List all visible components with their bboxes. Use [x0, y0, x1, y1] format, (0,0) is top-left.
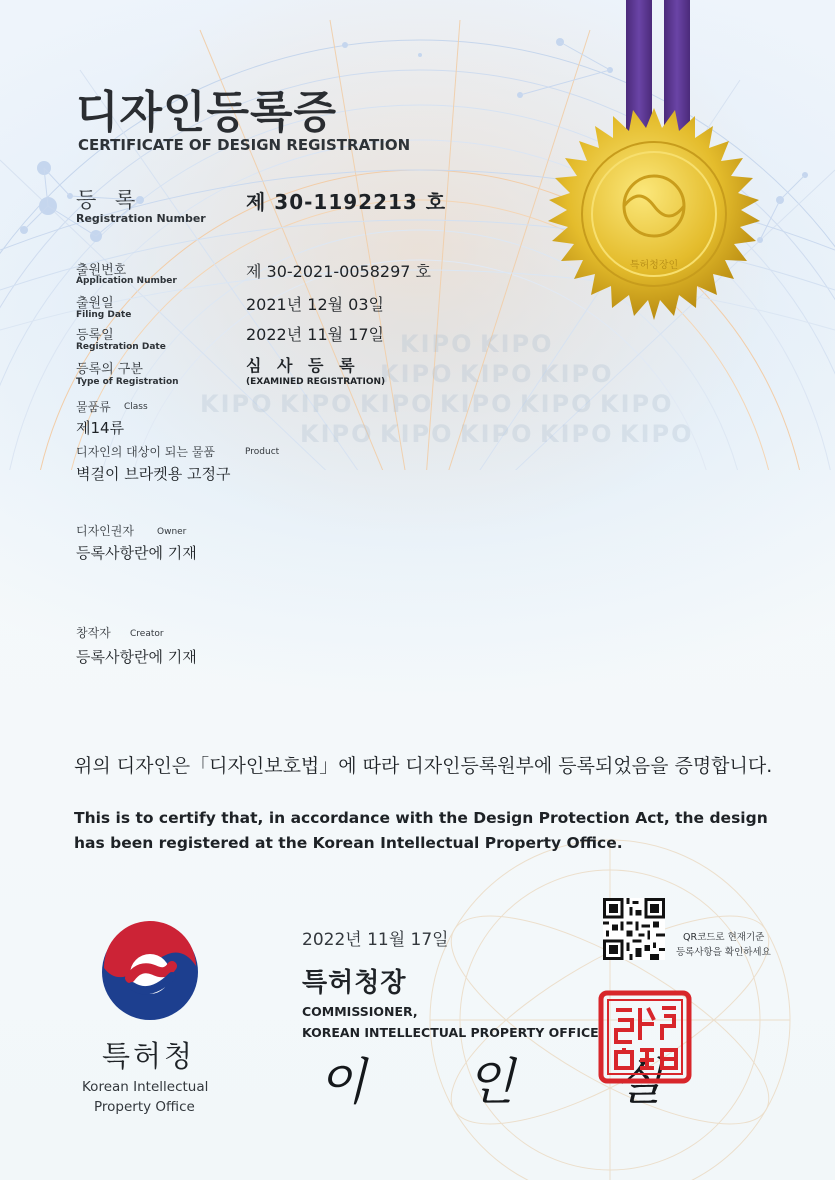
owner-label-en: Owner	[157, 527, 187, 537]
qr-code-icon[interactable]	[603, 898, 665, 960]
page-subtitle: CERTIFICATE OF DESIGN REGISTRATION	[78, 136, 411, 154]
watermark-text: KIPO	[380, 360, 454, 388]
watermark-text: KIPO	[540, 360, 614, 388]
watermark-text: KIPO	[460, 420, 534, 448]
product-label: 디자인의 대상이 되는 물품	[76, 445, 215, 459]
registration-label: 등 록	[76, 188, 142, 212]
qr-note-line2: 등록사항을 확인하세요	[676, 947, 771, 958]
owner-label: 디자인권자	[76, 524, 134, 538]
watermark-text: KIPO	[440, 390, 514, 418]
product-value: 벽걸이 브라켓용 고정구	[76, 465, 231, 483]
registration-type-label-en: Type of Registration	[76, 377, 179, 387]
filing-date: 2021년 12월 03일	[246, 295, 384, 314]
filing-date-label-en: Filing Date	[76, 310, 132, 320]
watermark-text: KIPO	[480, 330, 554, 358]
office-name: 특허청	[102, 1039, 196, 1073]
kipo-logo-icon	[96, 918, 204, 1026]
official-stamp-icon	[598, 990, 692, 1084]
office-name-en-1: Korean Intellectual	[82, 1079, 209, 1095]
watermark-text: KIPO	[380, 420, 454, 448]
application-label: 출원번호	[76, 263, 127, 278]
watermark-text: KIPO	[620, 420, 694, 448]
commissioner-title: 특허청장	[302, 968, 407, 998]
application-label-en: Application Number	[76, 276, 177, 286]
page-title: 디자인등록증	[76, 87, 338, 138]
watermark-text: KIPO	[300, 420, 374, 448]
creator-label-en: Creator	[130, 629, 164, 639]
commissioner-title-en-1: COMMISSIONER,	[302, 1004, 418, 1019]
class-value: 제14류	[76, 419, 125, 437]
commissioner-signature: 이 인 실	[318, 1053, 705, 1111]
gold-seal-text: 특허청장인	[629, 260, 679, 271]
watermark-text: KIPO	[400, 330, 474, 358]
registration-date-label-en: Registration Date	[76, 342, 166, 352]
certification-text-en: This is to certify that, in accordance with the Design Protection Act, the design has been registered at the Korean Intellectual Property Office.	[74, 809, 768, 852]
issue-date: 2022년 11월 17일	[302, 930, 449, 950]
office-name-en-2: Property Office	[94, 1099, 195, 1115]
class-label: 물품류	[76, 400, 111, 414]
watermark-text: KIPO	[460, 360, 534, 388]
class-label-en: Class	[124, 402, 148, 412]
registration-number: 제 30-1192213 호	[246, 190, 447, 214]
qr-note-line1: QR코드로 현재기준	[683, 932, 765, 943]
gold-seal-icon	[548, 108, 760, 320]
watermark-text: KIPO	[360, 390, 434, 418]
product-label-en: Product	[245, 447, 280, 457]
owner-value: 등록사항란에 기재	[76, 544, 197, 562]
watermark-text: KIPO	[200, 390, 274, 418]
watermark-text: KIPO	[520, 390, 594, 418]
registration-type-label: 등록의 구분	[76, 362, 143, 377]
watermark-text: KIPO	[540, 420, 614, 448]
registration-label-en: Registration Number	[76, 212, 206, 225]
filing-date-label: 출원일	[76, 296, 114, 311]
registration-date-label: 등록일	[76, 328, 114, 343]
certification-text-ko: 위의 디자인은「디자인보호법」에 따라 디자인등록원부에 등록되었음을 증명합니다.	[74, 755, 773, 777]
watermark-text: KIPO	[280, 390, 354, 418]
registration-type-en: (EXAMINED REGISTRATION)	[246, 377, 386, 387]
creator-label: 창작자	[76, 626, 111, 640]
creator-value: 등록사항란에 기재	[76, 648, 197, 666]
application-number: 제 30-2021-0058297 호	[246, 262, 431, 281]
registration-date: 2022년 11월 17일	[246, 325, 384, 344]
commissioner-title-en-2: KOREAN INTELLECTUAL PROPERTY OFFICE	[302, 1025, 599, 1040]
registration-type: 심 사 등 록	[246, 356, 360, 375]
watermark-text: KIPO	[600, 390, 674, 418]
